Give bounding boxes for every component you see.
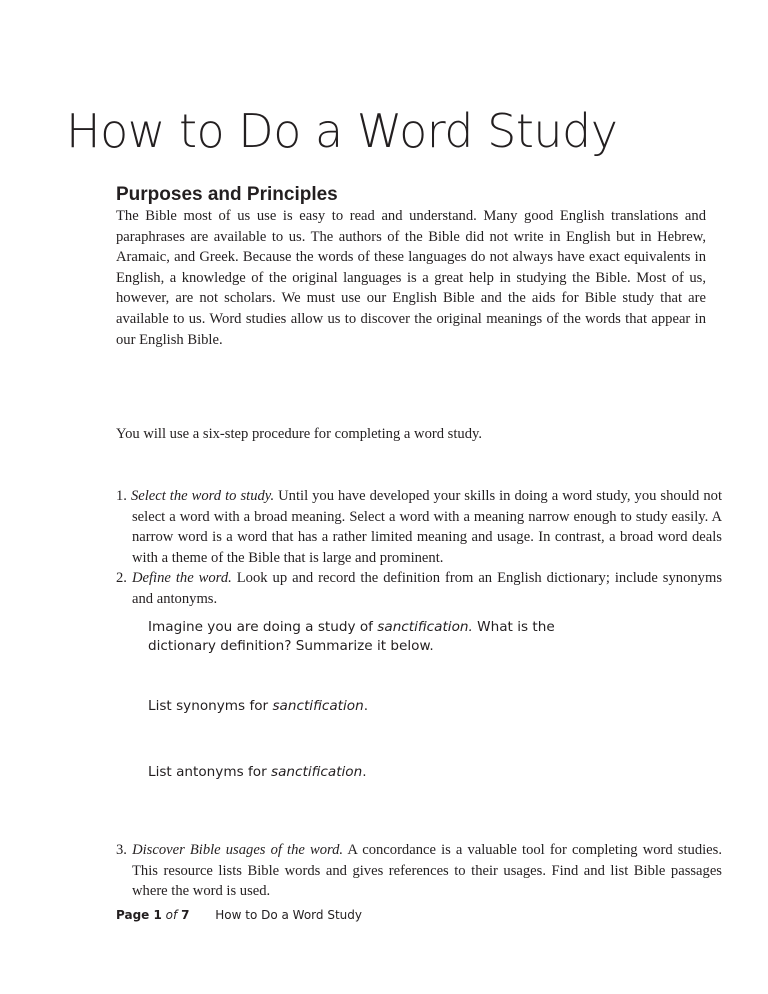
- step-lead: Discover Bible usages of the word.: [132, 842, 344, 858]
- prompt-text: List synonyms for: [148, 698, 273, 714]
- prompt-text: List antonyms for: [148, 764, 271, 780]
- footer-doc-title: How to Do a Word Study: [215, 908, 362, 922]
- page-title: How to Do a Word Study: [66, 104, 618, 158]
- prompt-keyword: sanctification: [271, 764, 363, 780]
- prompt-text: .: [362, 764, 367, 780]
- step-text: Look up and record the definition from an English dictionary; include synonyms and antonyms.: [132, 570, 723, 607]
- step-1: [116, 486, 722, 568]
- step-number: 1.: [116, 488, 127, 504]
- prompt-text: Imagine you are doing a study of: [148, 619, 378, 635]
- step-lead: Define the word.: [131, 570, 232, 586]
- section-heading: Purposes and Principles: [116, 184, 338, 205]
- step-lead: Select the word to study.: [130, 488, 275, 504]
- step-3: [116, 840, 722, 902]
- step-text: A concordance is a valuable tool for completing word studies. This resource lists Bible words and gives references to their usages. Find and list Bible passages where the word is used.: [132, 842, 722, 900]
- step-text: Until you have developed your skills in doing a word study, you should not select a word with a broad meaning. Select a word with a meaning narrow enough to study easily. A narrow word is a word that has a rather limited meaning and usage. In contrast, a broad word deals with a theme of the Bible that is large and prominent.: [132, 488, 722, 566]
- prompt-text: .: [363, 698, 369, 714]
- step-2: [116, 568, 722, 609]
- page-number-label: Page 1: [116, 908, 162, 922]
- intro-paragraph: The Bible most of us use is easy to read and understand. Many good English translations and paraphrases are available to us. The authors of the Bible did not write in English but in Hebrew, Aramaic, and Greek. Because the words of these languages do not always have exact equivalents in English, a knowledge of the original languages is a great help in studying the Bible. Most of us, however, are not scholars. We must use our English Bible and the aids for Bible study that are available to us. Word studies allow us to discover the original meanings of the words that appear in our English Bible.: [116, 208, 706, 348]
- steps-intro: You will use a six-step procedure for completing a word study.: [116, 426, 482, 442]
- prompt-keyword: sanctification.: [377, 619, 473, 635]
- step-number: 2.: [116, 570, 127, 586]
- page-total: 7: [181, 908, 190, 922]
- prompt-definition: [148, 618, 588, 656]
- page-of-label: of: [165, 908, 178, 922]
- page-footer: [116, 908, 362, 922]
- prompt-keyword: sanctification: [272, 698, 364, 714]
- prompt-text: What is the dictionary definition? Summarize it below.: [148, 619, 555, 654]
- step-number: 3.: [116, 842, 127, 858]
- prompt-antonyms: [148, 763, 588, 782]
- prompt-synonyms: [148, 697, 588, 716]
